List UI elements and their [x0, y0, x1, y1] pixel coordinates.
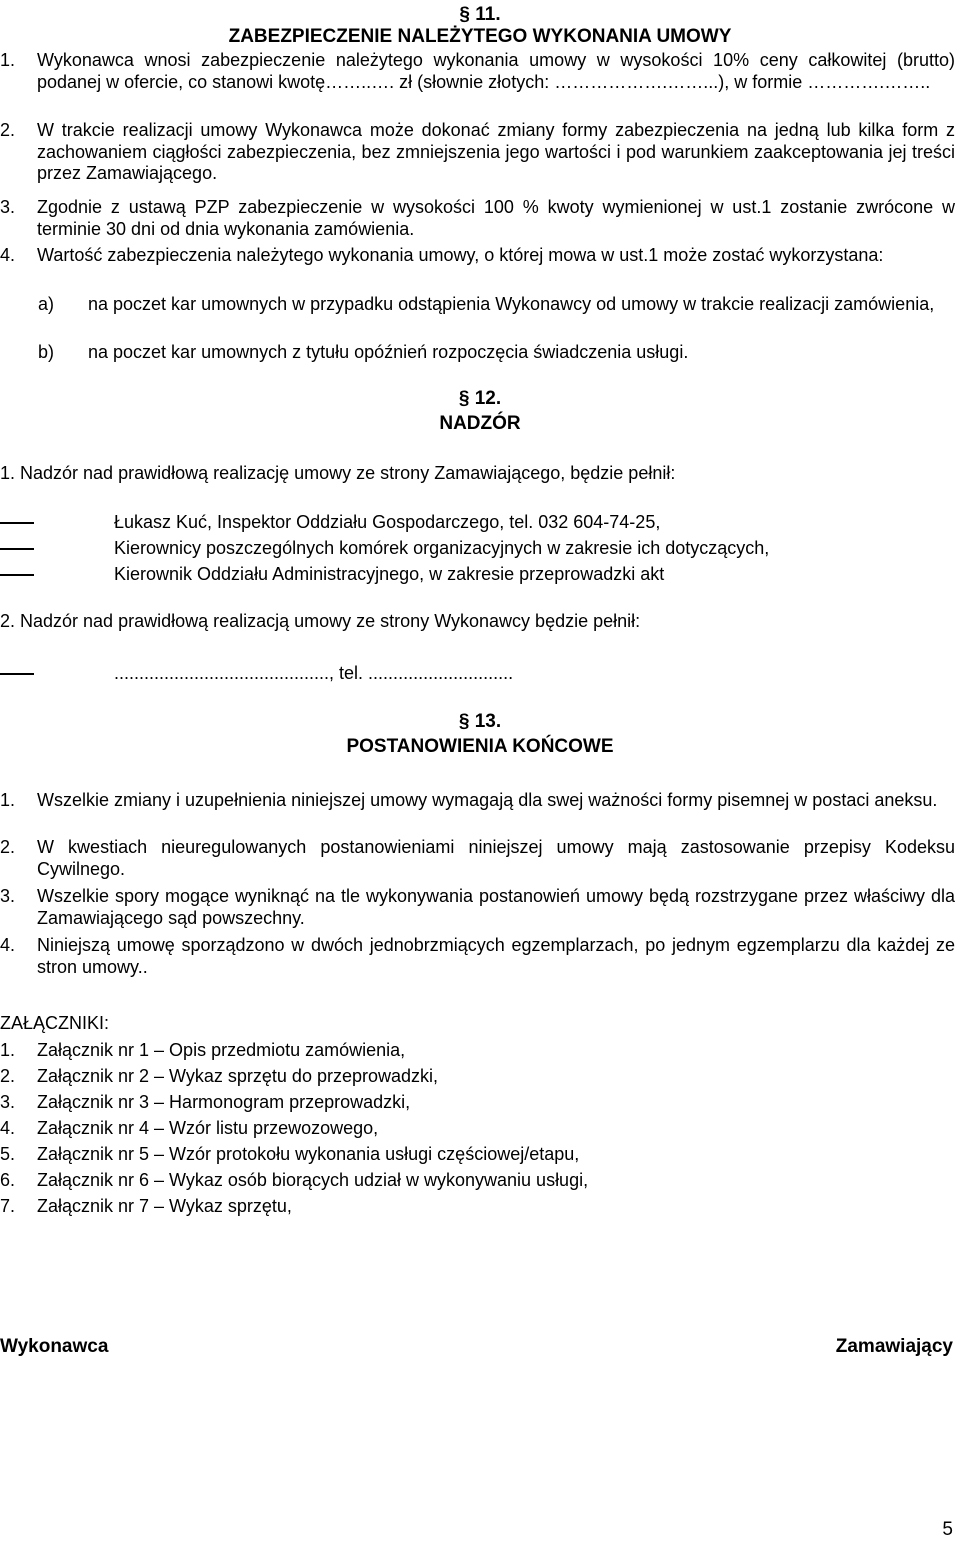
section-11-number: § 11.	[459, 4, 501, 25]
page-number: 5	[942, 1519, 953, 1540]
attachment-3-number: 3.	[0, 1092, 16, 1112]
s13-item-1-text: Wszelkie zmiany i uzupełnienia niniejszej umowy wymagają dla swej ważności formy pisemnej w postaci aneksu.	[37, 790, 938, 810]
attachment-5-number: 5.	[0, 1144, 16, 1164]
s11-item-4-number: 4.	[0, 245, 16, 265]
attachment-4-text: Załącznik nr 4 – Wzór listu przewozowego,	[37, 1118, 379, 1138]
s11-sub-a-label: a)	[38, 294, 55, 314]
s13-item-2-number: 2.	[0, 837, 16, 857]
s13-item-1-number: 1.	[0, 790, 16, 810]
dash-bullet	[0, 548, 34, 550]
attachment-1-number: 1.	[0, 1040, 16, 1060]
dash-bullet	[0, 574, 34, 576]
s11-item-1-text: Wykonawca wnosi zabezpieczenie należytego wykonania umowy w wysokości 10% ceny całkowitej (brutto) podanej w ofercie, co stanowi kwotę……..…. zł (słownie złotych: ……………….……...), w formie ………….……..	[37, 50, 955, 92]
s13-item-3-text: Wszelkie spory mogące wyniknąć na tle wykonywania postanowień umowy będą rozstrzygane przez właściwy dla Zamawiającego sąd powszechny.	[37, 886, 955, 928]
s12-list1-item-3-text: Kierownik Oddziału Administracyjnego, w zakresie przeprowadzki akt	[114, 564, 665, 584]
attachment-1-text: Załącznik nr 1 – Opis przedmiotu zamówienia,	[37, 1040, 406, 1060]
s13-item-4-text: Niniejszą umowę sporządzono w dwóch jednobrzmiących egzemplarzach, po jednym egzemplarzu dla każdej ze stron umowy..	[37, 935, 955, 977]
dash-bullet	[0, 522, 34, 524]
s12-paragraph-1: 1. Nadzór nad prawidłową realizację umowy ze strony Zamawiającego, będzie pełnił:	[0, 463, 676, 483]
s11-sub-b-label: b)	[38, 342, 55, 362]
signature-client: Zamawiający	[835, 1336, 953, 1357]
s11-item-2-number: 2.	[0, 120, 16, 140]
s11-sub-a-text: na poczet kar umownych w przypadku odstąpienia Wykonawcy od umowy w trakcie realizacji zamówienia,	[88, 294, 935, 314]
s12-list1-item-1-text: Łukasz Kuć, Inspektor Oddziału Gospodarczego, tel. 032 604-74-25,	[114, 512, 661, 532]
s13-item-3-number: 3.	[0, 886, 16, 906]
attachment-3-text: Załącznik nr 3 – Harmonogram przeprowadzki,	[37, 1092, 411, 1112]
section-12-number: § 12.	[458, 388, 502, 409]
section-12-title: NADZÓR	[439, 413, 521, 434]
attachment-6-text: Załącznik nr 6 – Wykaz osób biorących udział w wykonywaniu usługi,	[37, 1170, 589, 1190]
s11-item-4-text: Wartość zabezpieczenia należytego wykonania umowy, o której mowa w ust.1 może zostać wykorzystana:	[37, 245, 884, 265]
attachment-2-number: 2.	[0, 1066, 16, 1086]
attachment-5-text: Załącznik nr 5 – Wzór protokołu wykonania usługi częściowej/etapu,	[37, 1144, 580, 1164]
s13-item-2-text: W kwestiach nieuregulowanych postanowieniami niniejszej umowy mają zastosowanie przepisy Kodeksu Cywilnego.	[37, 837, 955, 879]
s12-paragraph-2: 2. Nadzór nad prawidłową realizacją umowy ze strony Wykonawcy będzie pełnił:	[0, 611, 641, 631]
section-11-title: ZABEZPIECZENIE NALEŻYTEGO WYKONANIA UMOWY	[228, 26, 732, 47]
signature-contractor: Wykonawca	[0, 1336, 109, 1357]
s11-sub-b-text: na poczet kar umownych z tytułu opóźnień rozpoczęcia świadczenia usługi.	[88, 342, 689, 362]
section-13-title: POSTANOWIENIA KOŃCOWE	[346, 736, 614, 757]
s11-item-2-text: W trakcie realizacji umowy Wykonawca może dokonać zmiany formy zabezpieczenia na jedną lub kilka form z zachowaniem ciągłości zabezpieczenia, bez zmniejszenia jego wartości i pod warunkiem zaakceptowania jej treści przez Zamawiającego.	[37, 120, 955, 183]
attachments-title: ZAŁĄCZNIKI:	[0, 1013, 110, 1033]
s12-list1-item-2-text: Kierownicy poszczególnych komórek organizacyjnych w zakresie ich dotyczących,	[114, 538, 770, 558]
attachment-7-number: 7.	[0, 1196, 16, 1216]
section-13-number: § 13.	[458, 711, 502, 732]
s12-list2-item-1-text: ..........................................., tel. .............................	[114, 663, 514, 683]
attachment-2-text: Załącznik nr 2 – Wykaz sprzętu do przeprowadzki,	[37, 1066, 439, 1086]
s11-item-1-number: 1.	[0, 50, 16, 70]
dash-bullet	[0, 673, 34, 675]
s13-item-4-number: 4.	[0, 935, 16, 955]
attachment-6-number: 6.	[0, 1170, 16, 1190]
attachment-4-number: 4.	[0, 1118, 16, 1138]
s11-item-3-number: 3.	[0, 197, 16, 217]
attachment-7-text: Załącznik nr 7 – Wykaz sprzętu,	[37, 1196, 292, 1216]
s11-item-3-text: Zgodnie z ustawą PZP zabezpieczenie w wysokości 100 % kwoty wymienionej w ust.1 zostanie zwrócone w terminie 30 dni od dnia wykonania zamówienia.	[37, 197, 955, 239]
